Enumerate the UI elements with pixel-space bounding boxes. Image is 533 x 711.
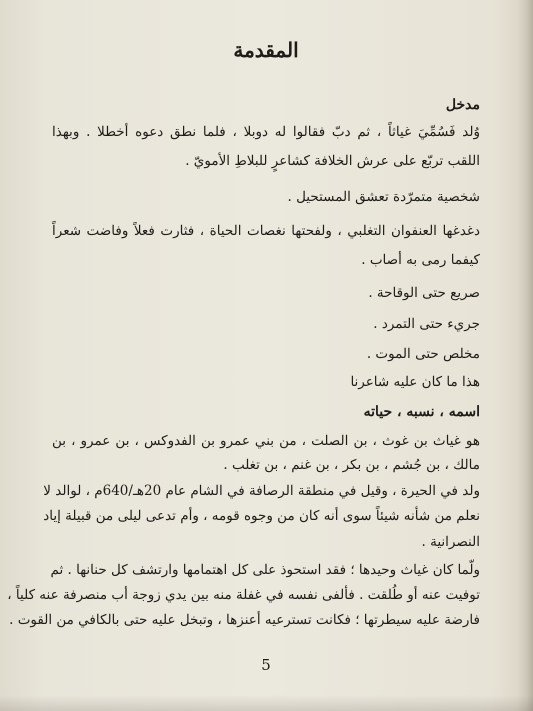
- section-heading-intro: مدخل: [445, 97, 480, 113]
- intro-line: اللقب تربّع على عرش الخلافة كشاعرٍ للبلاطِ الأمويّ .: [185, 153, 480, 169]
- page-number: 5: [261, 656, 271, 674]
- biography-line: ولّما كان غياث وحيدها ؛ فقد استحوذ على كل اهتمامها وارتشف كل حنانها . ثم: [50, 562, 480, 578]
- biography-line: هو غياث بن غوث ، بن الصلت ، من بني عمرو بن الفدوكس ، بن عمرو ، بن: [52, 433, 480, 449]
- intro-line: صريع حتى الوقاحة .: [368, 285, 480, 301]
- intro-line: شخصية متمرّدة تعشق المستحيل .: [287, 189, 480, 205]
- intro-line: مخلص حتى الموت .: [366, 346, 480, 362]
- biography-line: ولد في الحيرة ، وقيل في منطقة الرصافة في الشام عام 20هـ/640م ، لوالد لا: [43, 483, 480, 499]
- biography-line: النصرانية .: [421, 534, 480, 550]
- intro-line: دغدغها العنفوان التغلبي ، ولفحتها نغصات الحياة ، فثارت فعلاً وفاضت شعراً: [52, 223, 480, 239]
- biography-line: توفيت عنه أو طُلقت . فألفى نفسه في غفلة منه بين يدي زوجة أب منصرفة عنه كلياً ،: [7, 587, 480, 603]
- biography-line: فارضة عليه سيطرتها ؛ فكانت تسترعيه أعنزها ، وتبخل عليه حتى بالكافي من القوت .: [9, 612, 480, 628]
- page-content: [7, 0, 480, 711]
- intro-line: جريء حتى التمرد .: [373, 316, 480, 332]
- biography-line: نعلم من شأنه شيئاً سوى أنه كان من وجوه قومه ، وأم تدعى ليلى من قبيلة إياد: [43, 508, 480, 524]
- intro-line: كيفما رمى به أصاب .: [361, 252, 480, 268]
- biography-line: مالك ، بن جُشم ، بن بكر ، بن غنم ، بن تغلب .: [223, 457, 480, 473]
- intro-line: هذا ما كان عليه شاعرنا: [350, 374, 480, 390]
- intro-line: وُلد فَسُمِّيَ غياثاً ، ثم دبّ فقالوا له دوبلا ، فلما نطق دعوه أخطلا . وبهذا: [52, 124, 480, 140]
- section-heading-biography: اسمه ، نسبه ، حياته: [363, 404, 480, 420]
- page-title: المقدمة: [233, 38, 299, 62]
- page-edge-shadow: [517, 0, 533, 711]
